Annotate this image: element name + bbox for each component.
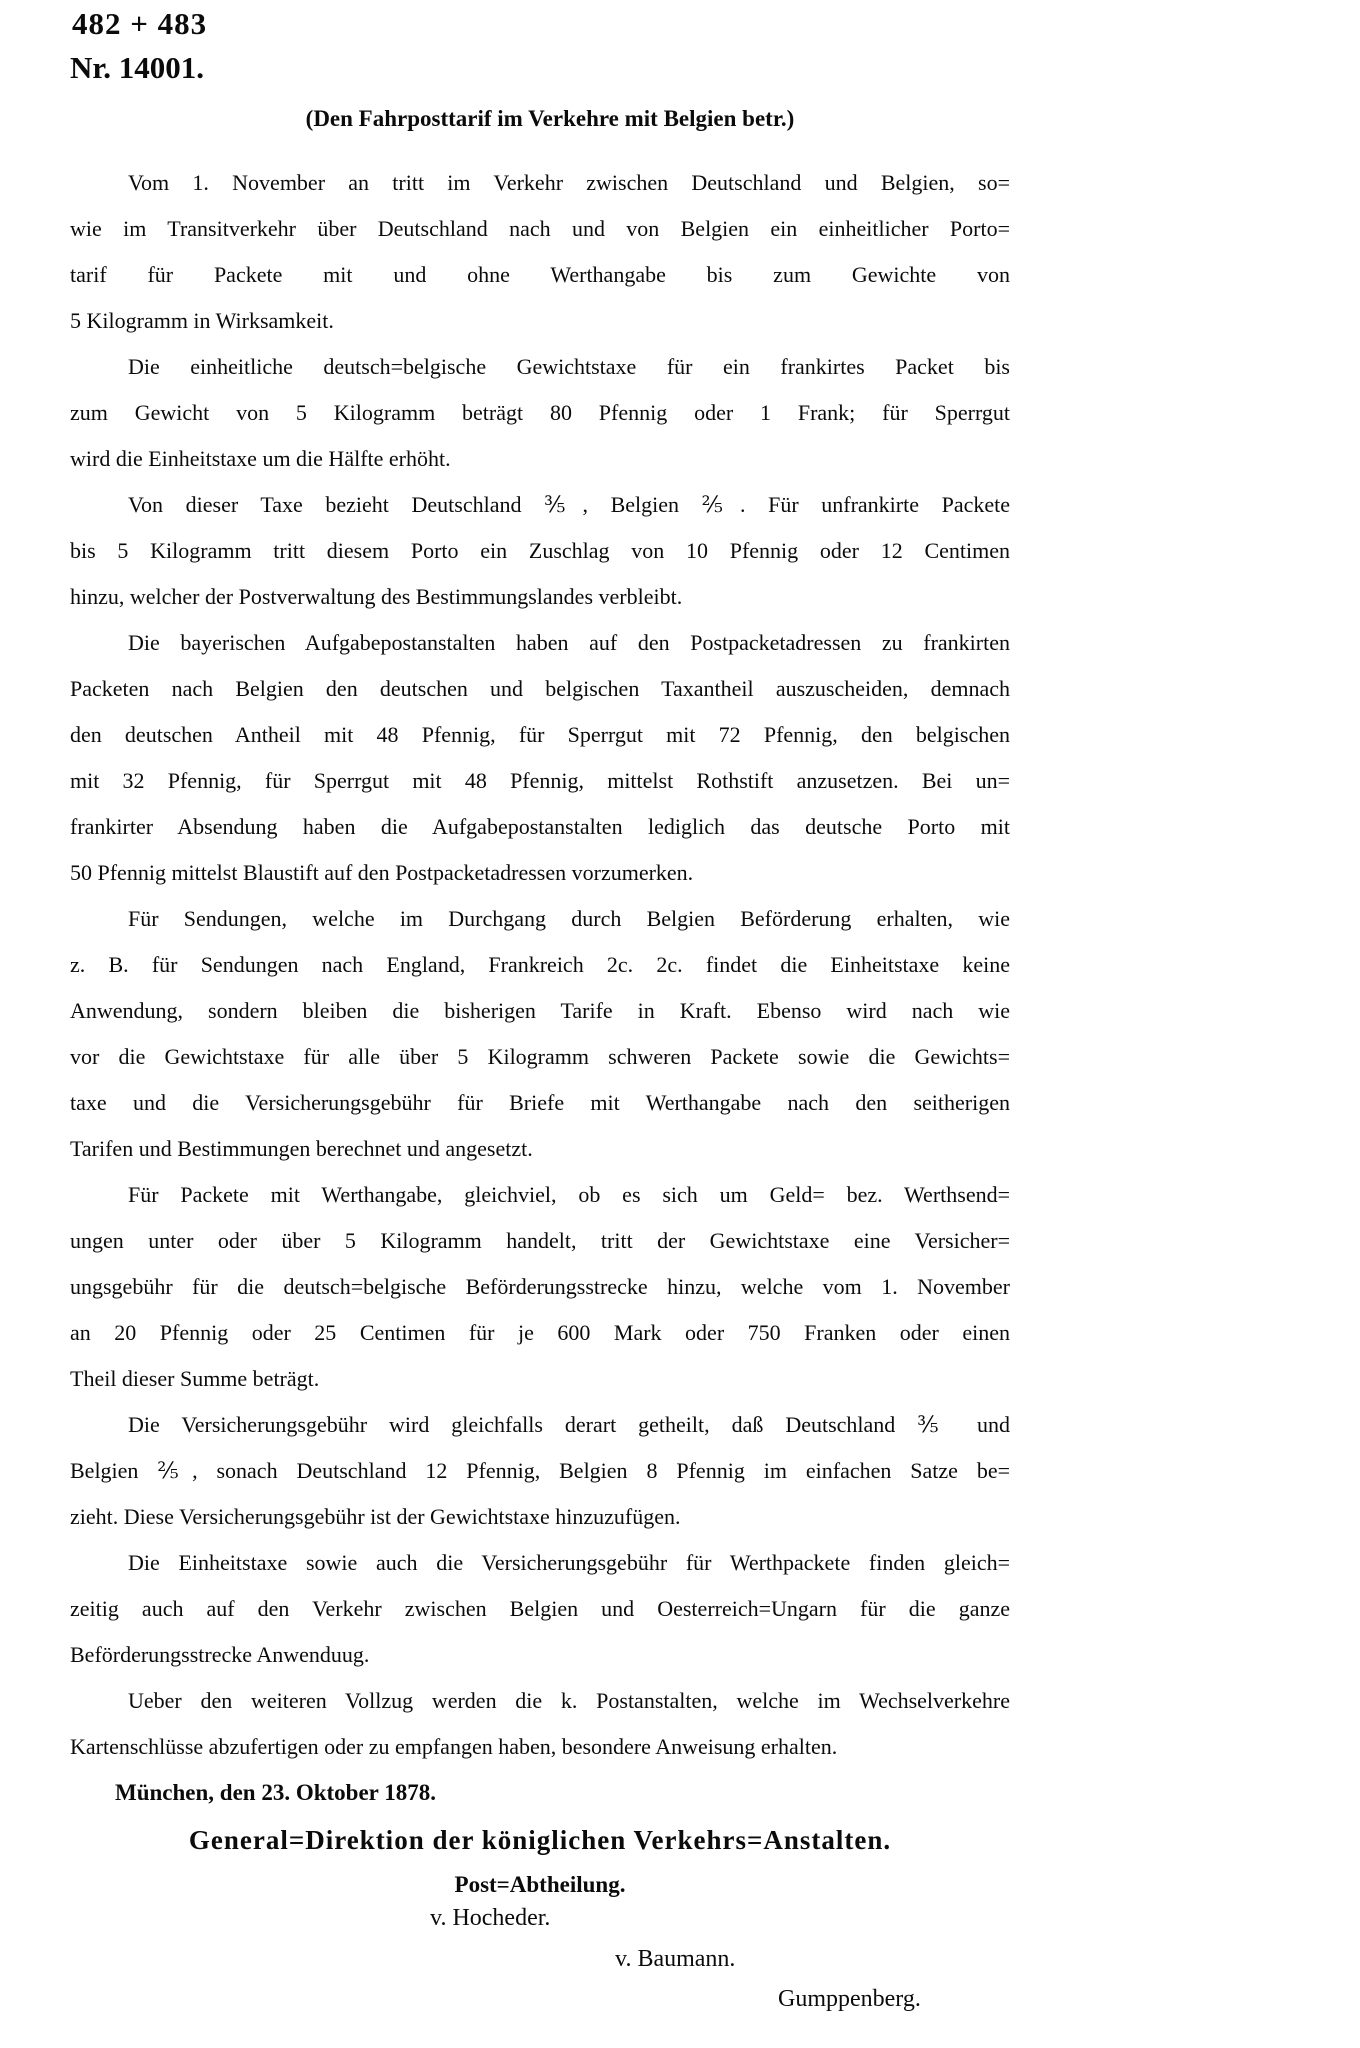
text-line: Für Sendungen, welche im Durchgang durch Belgien Beförderung erhalten, wie [128,906,1010,931]
text-line: Theil dieser Summe beträgt. [70,1366,320,1391]
paragraph [70,1678,1010,1770]
text-line: wird die Einheitstaxe um die Hälfte erhöht. [70,446,451,471]
authority-line: General=Direktion der königlichen Verkehrs=Anstalten. [188,1825,892,1855]
text-line: taxe und die Versicherungsgebühr für Briefe mit Werthangabe nach den seitherigen [70,1090,1010,1115]
paragraph [70,1540,1010,1678]
paragraph [70,620,1010,896]
text-line: z. B. für Sendungen nach England, Frankreich 2c. 2c. findet die Einheitstaxe keine [70,952,1010,977]
text-line: Vom 1. November an tritt im Verkehr zwischen Deutschland und Belgien, so= [128,170,1010,195]
text-line: wie im Transitverkehr über Deutschland nach und von Belgien ein einheitlicher Porto= [70,216,1010,241]
text-line: tarif für Packete mit und ohne Werthangabe bis zum Gewichte von [70,262,1010,287]
text-line: 50 Pfennig mittelst Blaustift auf den Postpacketadressen vorzumerken. [70,860,694,885]
paragraph [70,160,1010,344]
text-line: Beförderungsstrecke Anwenduug. [70,1642,370,1667]
text-line: den deutschen Antheil mit 48 Pfennig, für Sperrgut mit 72 Pfennig, den belgischen [70,722,1010,747]
text-line: frankirter Absendung haben die Aufgabepostanstalten lediglich das deutsche Porto mit [70,814,1010,839]
text-line: zum Gewicht von 5 Kilogramm beträgt 80 Pfennig oder 1 Frank; für Sperrgut [70,400,1010,425]
text-line: vor die Gewichtstaxe für alle über 5 Kilogramm schweren Packete sowie die Gewichts= [70,1044,1010,1069]
text-line: Tarifen und Bestimmungen berechnet und angesetzt. [70,1136,533,1161]
paragraph [70,1172,1010,1402]
text-line: Anwendung, sondern bleiben die bisherigen Tarife in Kraft. Ebenso wird nach wie [70,998,1010,1023]
document-body [70,160,1010,1906]
document-number: Nr. 14001. [70,50,205,85]
text-line: Kartenschlüsse abzufertigen oder zu empfangen haben, besondere Anweisung erhalten. [70,1734,838,1759]
dateline: München, den 23. Oktober 1878. [115,1780,436,1805]
text-line: bis 5 Kilogramm tritt diesem Porto ein Zuschlag von 10 Pfennig oder 12 Centimen [70,538,1010,563]
signature-baumann: v. Baumann. [615,1946,736,1972]
page-number: 482 + 483 [72,6,208,41]
paragraph [70,344,1010,482]
signature-gumppenberg: Gumppenberg. [778,1986,921,2012]
text-line: Von dieser Taxe bezieht Deutschland ⅗, Belgien ⅖. Für unfrankirte Packete [128,492,1010,517]
text-line: ungsgebühr für die deutsch=belgische Beförderungsstrecke hinzu, welche vom 1. November [70,1274,1010,1299]
text-line: Die bayerischen Aufgabepostanstalten haben auf den Postpacketadressen zu frankirten [128,630,1010,655]
text-line: Für Packete mit Werthangabe, gleichviel, ob es sich um Geld= bez. Werthsend= [128,1182,1010,1207]
department-line: Post=Abtheilung. [454,1872,626,1897]
text-line: zieht. Diese Versicherungsgebühr ist der Gewichtstaxe hinzuzufügen. [70,1504,681,1529]
text-line: Packeten nach Belgien den deutschen und belgischen Taxantheil auszuscheiden, demnach [70,676,1010,701]
text-line: hinzu, welcher der Postverwaltung des Bestimmungslandes verbleibt. [70,584,683,609]
text-line: 5 Kilogramm in Wirksamkeit. [70,308,334,333]
text-line: zeitig auch auf den Verkehr zwischen Belgien und Oesterreich=Ungarn für die ganze [70,1596,1010,1621]
signature-hocheder: v. Hocheder. [430,1905,551,1931]
text-line: Belgien ⅖, sonach Deutschland 12 Pfennig, Belgien 8 Pfennig im einfachen Satze be= [70,1458,1010,1483]
text-line: Die Versicherungsgebühr wird gleichfalls derart getheilt, daß Deutschland ⅗ und [128,1412,1010,1437]
text-line: mit 32 Pfennig, für Sperrgut mit 48 Pfennig, mittelst Rothstift anzusetzen. Bei un= [70,768,1010,793]
paragraph [70,482,1010,620]
paragraph [70,1402,1010,1540]
text-line: Die einheitliche deutsch=belgische Gewichtstaxe für ein frankirtes Packet bis [128,354,1010,379]
text-line: an 20 Pfennig oder 25 Centimen für je 600 Mark oder 750 Franken oder einen [70,1320,1010,1345]
text-line: Die Einheitstaxe sowie auch die Versicherungsgebühr für Werthpackete finden gleich= [128,1550,1010,1575]
subject-line: (Den Fahrposttarif im Verkehre mit Belgien betr.) [305,106,795,131]
text-line: Ueber den weiteren Vollzug werden die k. Postanstalten, welche im Wechselverkehre [128,1688,1010,1713]
paragraph [70,896,1010,1172]
text-line: ungen unter oder über 5 Kilogramm handelt, tritt der Gewichtstaxe eine Versicher= [70,1228,1010,1253]
